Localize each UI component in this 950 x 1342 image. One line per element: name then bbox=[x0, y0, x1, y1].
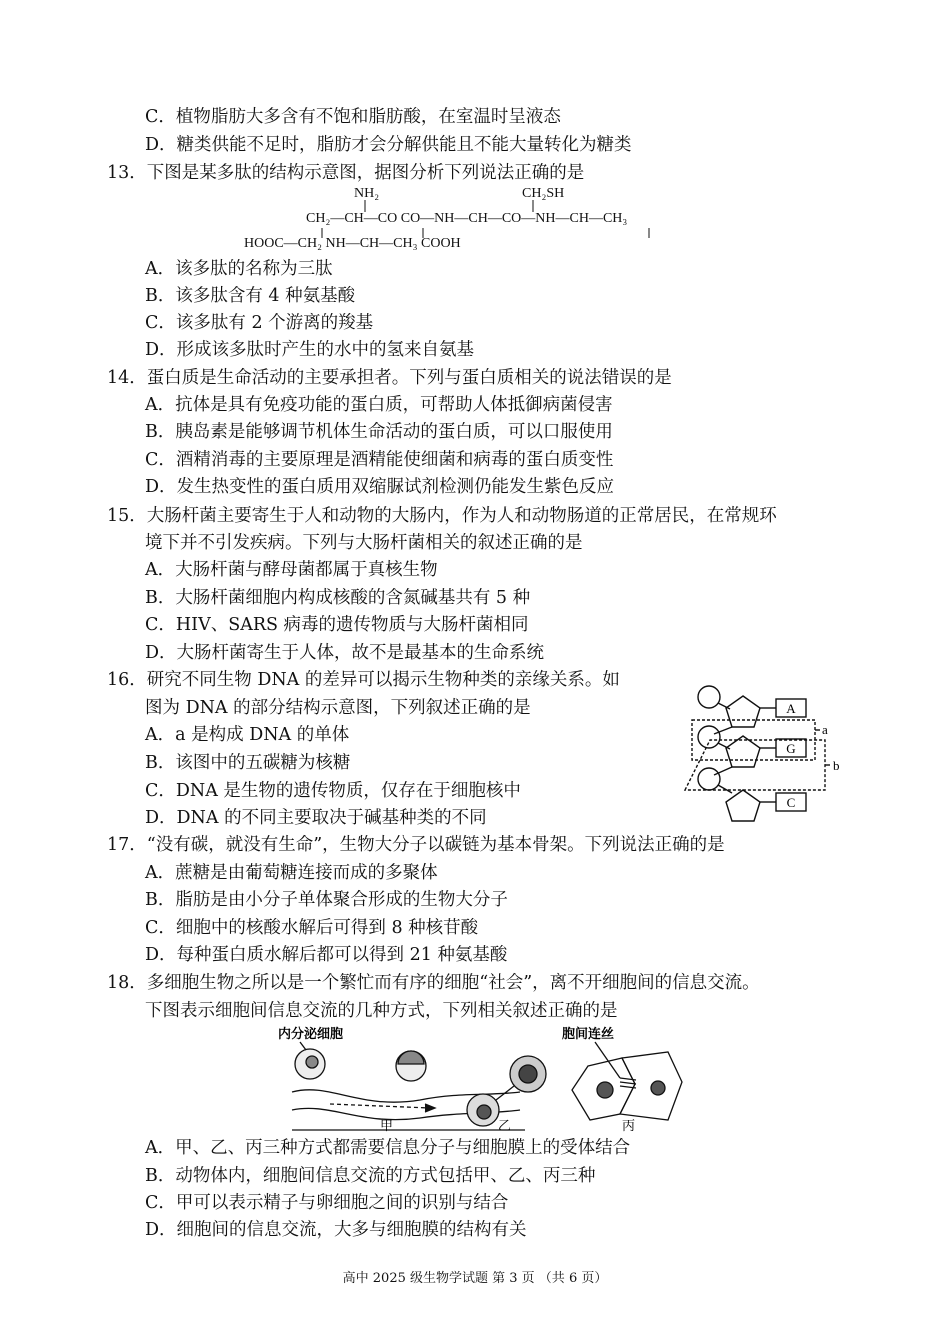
option-13a: A．该多肽的名称为三肽 bbox=[145, 259, 333, 279]
option-17d: D．每种蛋白质水解后都可以得到 21 种氨基酸 bbox=[145, 945, 508, 965]
option-17a: A．蔗糖是由葡萄糖连接而成的多聚体 bbox=[145, 863, 438, 883]
question-16: 16．研究不同生物 DNA 的差异可以揭示生物种类的亲缘关系。如 bbox=[107, 670, 620, 690]
option-16a: A．a 是构成 DNA 的单体 bbox=[145, 725, 350, 745]
question-16-cont: 图为 DNA 的部分结构示意图，下列叙述正确的是 bbox=[145, 698, 531, 718]
dna-base-g: G bbox=[786, 741, 796, 756]
option-13c: C．该多肽有 2 个游离的羧基 bbox=[145, 313, 374, 333]
option-16b: B．该图中的五碳糖为核糖 bbox=[145, 753, 351, 773]
question-15-cont: 境下并不引发疾病。下列与大肠杆菌相关的叙述正确的是 bbox=[145, 533, 583, 553]
option-15a: A．大肠杆菌与酵母菌都属于真核生物 bbox=[145, 560, 438, 580]
dna-base-c: C bbox=[786, 795, 796, 810]
page-footer: 高中 2025 级生物学试题 第 3 页 （共 6 页） bbox=[342, 1271, 608, 1286]
label-jia: 甲 bbox=[380, 1118, 394, 1133]
option-17c: C．细胞中的核酸水解后可得到 8 种核苷酸 bbox=[145, 918, 479, 938]
ch2sh-group: CH₂SH bbox=[522, 186, 565, 201]
peptide-row1: CH₂—CH—CO CO—NH—CH—CO—NH—CH—CH₃ bbox=[306, 211, 628, 226]
option-16d: D．DNA 的不同主要取决于碱基种类的不同 bbox=[145, 808, 487, 828]
option-18b: B．动物体内，细胞间信息交流的方式包括甲、乙、丙三种 bbox=[145, 1166, 596, 1186]
endocrine-cell-label: 内分泌细胞 bbox=[278, 1026, 344, 1041]
option-15c: C．HIV、SARS 病毒的遗传物质与大肠杆菌相同 bbox=[145, 615, 529, 635]
option-18a: A．甲、乙、丙三种方式都需要信息分子与细胞膜上的受体结合 bbox=[145, 1138, 631, 1158]
option-16c: C．DNA 是生物的遗传物质，仅存在于细胞核中 bbox=[145, 781, 521, 801]
plasmodesma-label: 胞间连丝 bbox=[562, 1026, 615, 1041]
option-12d: D．糖类供能不足时，脂肪才会分解供能且不能大量转化为糖类 bbox=[145, 135, 632, 155]
option-13b: B．该多肽含有 4 种氨基酸 bbox=[145, 286, 356, 306]
label-bing: 丙 bbox=[622, 1118, 636, 1133]
option-14d: D．发生热变性的蛋白质用双缩脲试剂检测仍能发生紫色反应 bbox=[145, 477, 615, 497]
dna-label-a: a bbox=[822, 722, 828, 737]
dna-base-a: A bbox=[786, 701, 796, 716]
question-13: 13．下图是某多肽的结构示意图，据图分析下列说法正确的是 bbox=[107, 163, 585, 183]
option-12c: C．植物脂肪大多含有不饱和脂肪酸，在室温时呈液态 bbox=[145, 107, 561, 127]
question-14: 14．蛋白质是生命活动的主要承担者。下列与蛋白质相关的说法错误的是 bbox=[107, 368, 672, 388]
question-15: 15．大肠杆菌主要寄生于人和动物的大肠内，作为人和动物肠道的正常居民，在常规环 bbox=[107, 506, 777, 526]
cell-signaling-diagram bbox=[270, 1022, 690, 1134]
option-15b: B．大肠杆菌细胞内构成核酸的含氮碱基共有 5 种 bbox=[145, 588, 531, 608]
label-yi: 乙 bbox=[498, 1118, 512, 1133]
option-14b: B．胰岛素是能够调节机体生命活动的蛋白质，可以口服使用 bbox=[145, 422, 613, 442]
option-17b: B．脂肪是由小分子单体聚合形成的生物大分子 bbox=[145, 890, 508, 910]
option-18c: C．甲可以表示精子与卵细胞之间的识别与结合 bbox=[145, 1193, 509, 1213]
option-13d: D．形成该多肽时产生的水中的氢来自氨基 bbox=[145, 340, 475, 360]
nh2-group: NH₂ bbox=[354, 186, 380, 201]
option-14a: A．抗体是具有免疫功能的蛋白质，可帮助人体抵御病菌侵害 bbox=[145, 395, 613, 415]
question-18: 18．多细胞生物之所以是一个繁忙而有序的细胞“社会”，离不开细胞间的信息交流。 bbox=[107, 973, 760, 993]
peptide-row2: HOOC—CH₂ NH—CH—CH₃ COOH bbox=[244, 236, 461, 251]
question-17: 17．“没有碳，就没有生命”，生物大分子以碳链为基本骨架。下列说法正确的是 bbox=[107, 835, 725, 855]
option-15d: D．大肠杆菌寄生于人体，故不是最基本的生命系统 bbox=[145, 643, 545, 663]
dna-structure-diagram bbox=[680, 678, 870, 828]
option-18d: D．细胞间的信息交流，大多与细胞膜的结构有关 bbox=[145, 1220, 527, 1240]
question-18-cont: 下图表示细胞间信息交流的几种方式，下列相关叙述正确的是 bbox=[145, 1001, 618, 1021]
dna-label-b: b bbox=[833, 758, 840, 773]
option-14c: C．酒精消毒的主要原理是酒精能使细菌和病毒的蛋白质变性 bbox=[145, 450, 614, 470]
